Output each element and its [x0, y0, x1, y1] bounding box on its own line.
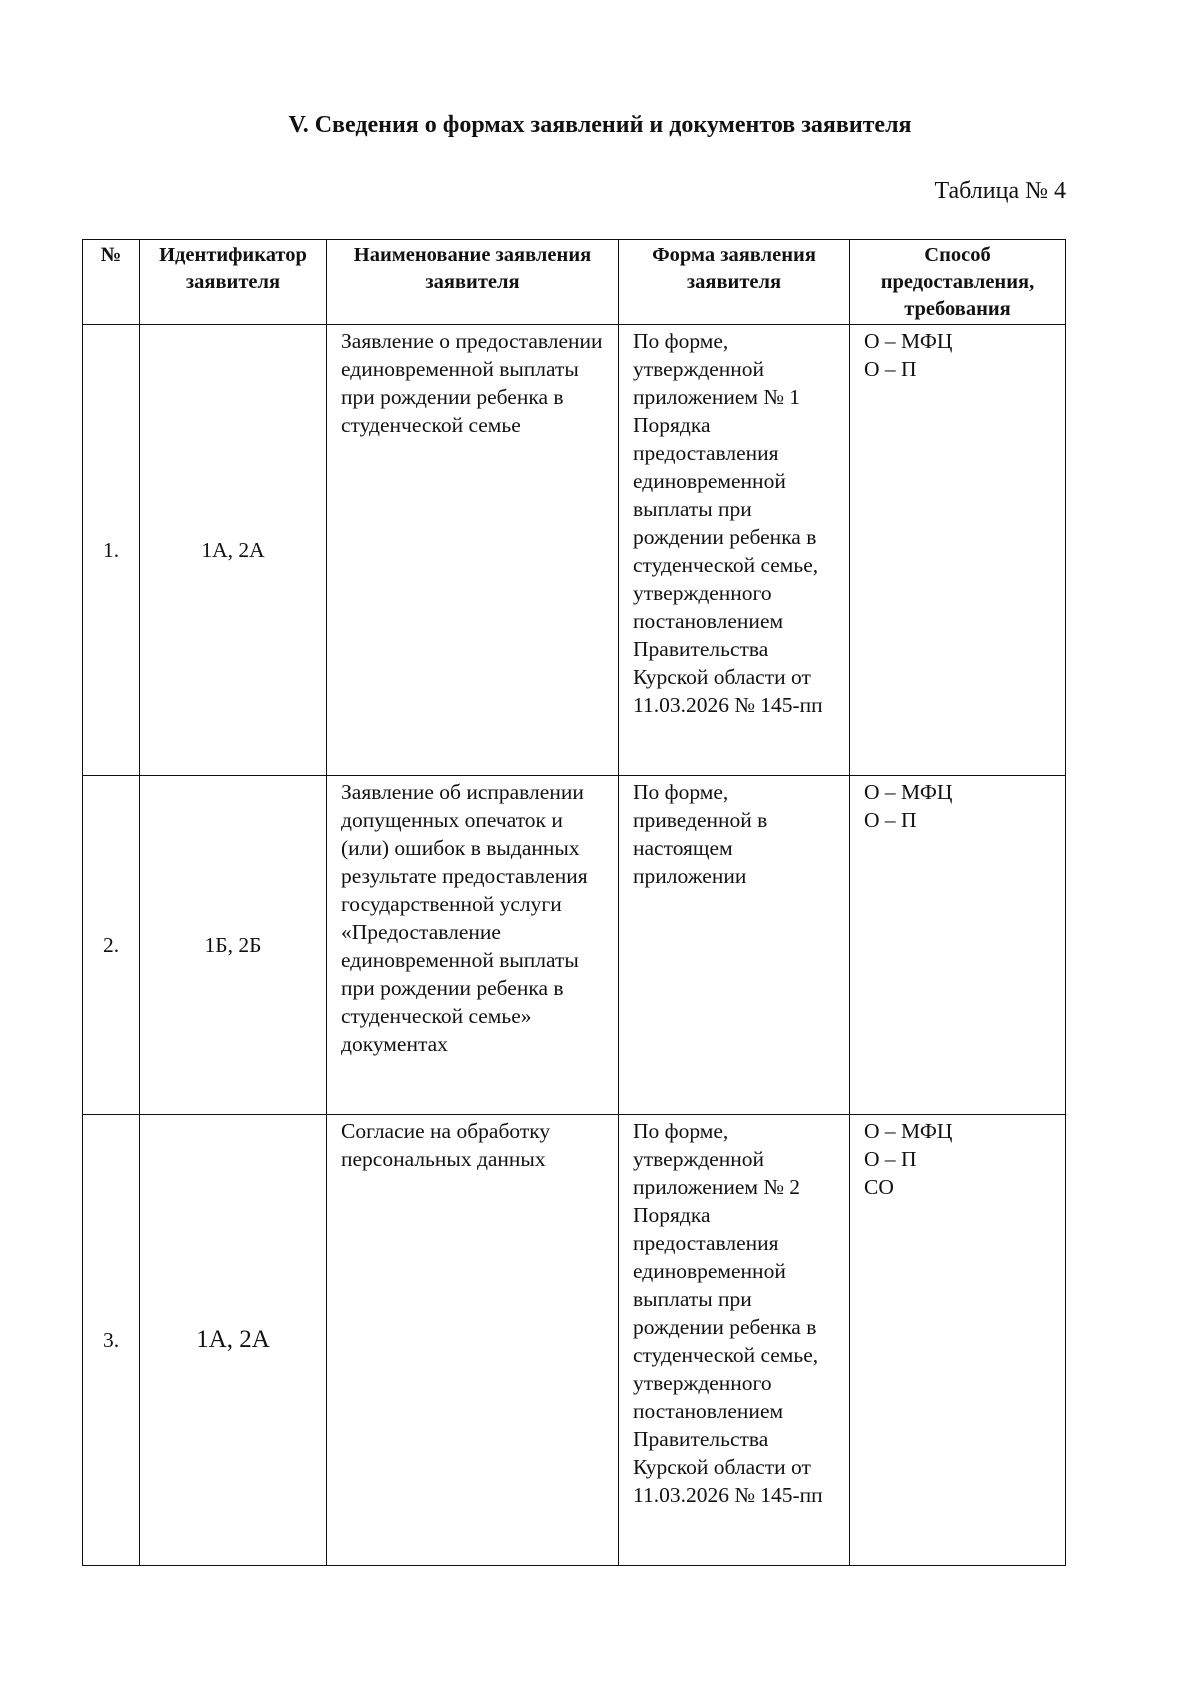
application-name-cell: Согласие на обработку персональных данных — [327, 1115, 619, 1566]
submission-method-item: О – П — [864, 357, 917, 381]
applicant-id-cell: 1Б, 2Б — [140, 776, 327, 1115]
header-number: № — [83, 240, 140, 325]
applicant-forms-table — [82, 239, 1066, 1566]
submission-method-item: О – МФЦ — [864, 780, 953, 804]
row-number: 2. — [83, 776, 140, 1115]
page-title: V. Сведения о формах заявлений и документов заявителя — [288, 112, 912, 138]
header-application-form: Форма заявления заявителя — [619, 240, 850, 325]
table-row — [83, 776, 1066, 1115]
row-number: 1. — [83, 325, 140, 776]
header-applicant-id: Идентификатор заявителя — [140, 240, 327, 325]
submission-method-item: О – МФЦ — [864, 329, 953, 353]
submission-method-cell — [850, 776, 1066, 1115]
table-caption: Таблица № 4 — [934, 178, 1066, 204]
submission-method-item: О – МФЦ — [864, 1119, 953, 1143]
application-name-cell: Заявление о предоставлении единовременной выплаты при рождении ребенка в студенческой семье — [327, 325, 619, 776]
application-name-cell: Заявление об исправлении допущенных опечаток и (или) ошибок в выданных результате предоставления государственной услуги «Предоставление единовременной выплаты при рождении ребенка в студенческой семье» документах — [327, 776, 619, 1115]
row-number: 3. — [83, 1115, 140, 1566]
application-form-cell: По форме, утвержденной приложением № 2 Порядка предоставления единовременной выплаты при рождении ребенка в студенческой семье, утвержденного постановлением Правительства Курской области от 11.03.2026 № 145-пп — [619, 1115, 850, 1566]
header-submission-method: Способ предоставления, требования — [850, 240, 1066, 325]
applicant-id-cell: 1А, 2А — [140, 325, 327, 776]
application-form-cell: По форме, утвержденной приложением № 1 Порядка предоставления единовременной выплаты при рождении ребенка в студенческой семье, утвержденного постановлением Правительства Курской области от 11.03.2026 № 145-пп — [619, 325, 850, 776]
application-form-cell: По форме, приведенной в настоящем приложении — [619, 776, 850, 1115]
table-header-row — [83, 240, 1066, 325]
applicant-id-cell: 1А, 2А — [140, 1115, 327, 1566]
submission-method-cell — [850, 325, 1066, 776]
table-row — [83, 1115, 1066, 1566]
table-row — [83, 325, 1066, 776]
header-application-name: Наименование заявления заявителя — [327, 240, 619, 325]
submission-method-cell — [850, 1115, 1066, 1566]
submission-method-item: О – П — [864, 1147, 917, 1171]
submission-method-item: СО — [864, 1175, 894, 1199]
submission-method-item: О – П — [864, 808, 917, 832]
